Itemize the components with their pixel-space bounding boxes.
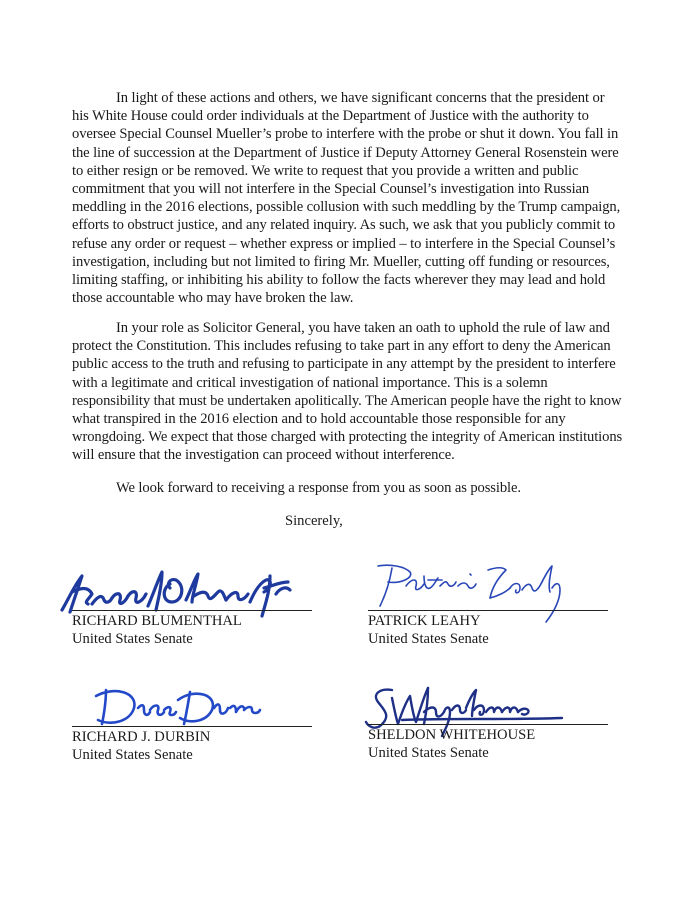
letter-paragraph-concerns: In light of these actions and others, we have significant concerns that the president or his White House could order individuals at the Department of Justice with the authority to oversee Special Counsel Mueller’s probe to interfere with the probe or shut it down. You fall in the line of succession at the Department of Justice if Deputy Attorney General Rosenstein were to either resign or be removed. We write to request that you provide a written and public commitment that you will not interfere in the Special Counsel’s investigation into Russian meddling in the 2016 elections, possible collusion with such meddling by the Trump campaign, efforts to obstruct justice, and any related inquiry. As such, we ask that you publicly commit to refuse any order or request – whether express or implied – to interfere in the Special Counsel’s investigation, including but not limited to firing Mr. Mueller, cutting off funding or resources, limiting staffing, or inhibiting his ability to follow the facts wherever they may lead and hold those accountable who may have broken the law. [72,90,621,307]
signatory-name: SHELDON WHITEHOUSE [368,727,536,743]
signatory-title: United States Senate [72,631,193,647]
signatory-name: PATRICK LEAHY [368,613,481,629]
signatory-name: RICHARD BLUMENTHAL [72,613,242,629]
handwritten-signature-durbin [94,684,274,732]
signatory-title: United States Senate [368,631,489,647]
letter-paragraph-solicitor-role: In your role as Solicitor General, you have taken an oath to uphold the rule of law and protect the Constitution. This includes refusing to take part in any effort to deny the American public access to the truth and refusing to participate in any attempt by the president to interfere with a legitimate and critical investigation of national importance. This is a solemn responsibility that must be undertaken apolitically. The American people have the right to know what transpired in the 2016 election and to hold accountable those responsible for any wrongdoing. We expect that those charged with protecting the integrity of American institutions will ensure that the investigation can proceed without interference. [72,320,623,464]
signature-line [72,610,312,611]
signatory-title: United States Senate [72,747,193,763]
signature-line [368,610,608,611]
signatory-name: RICHARD J. DURBIN [72,729,211,745]
signature-line [72,726,312,727]
signature-line [368,724,608,725]
signatory-title: United States Senate [368,745,489,761]
letter-paragraph-response-request: We look forward to receiving a response from you as soon as possible. [116,480,521,496]
letter-closing: Sincerely, [285,513,343,529]
